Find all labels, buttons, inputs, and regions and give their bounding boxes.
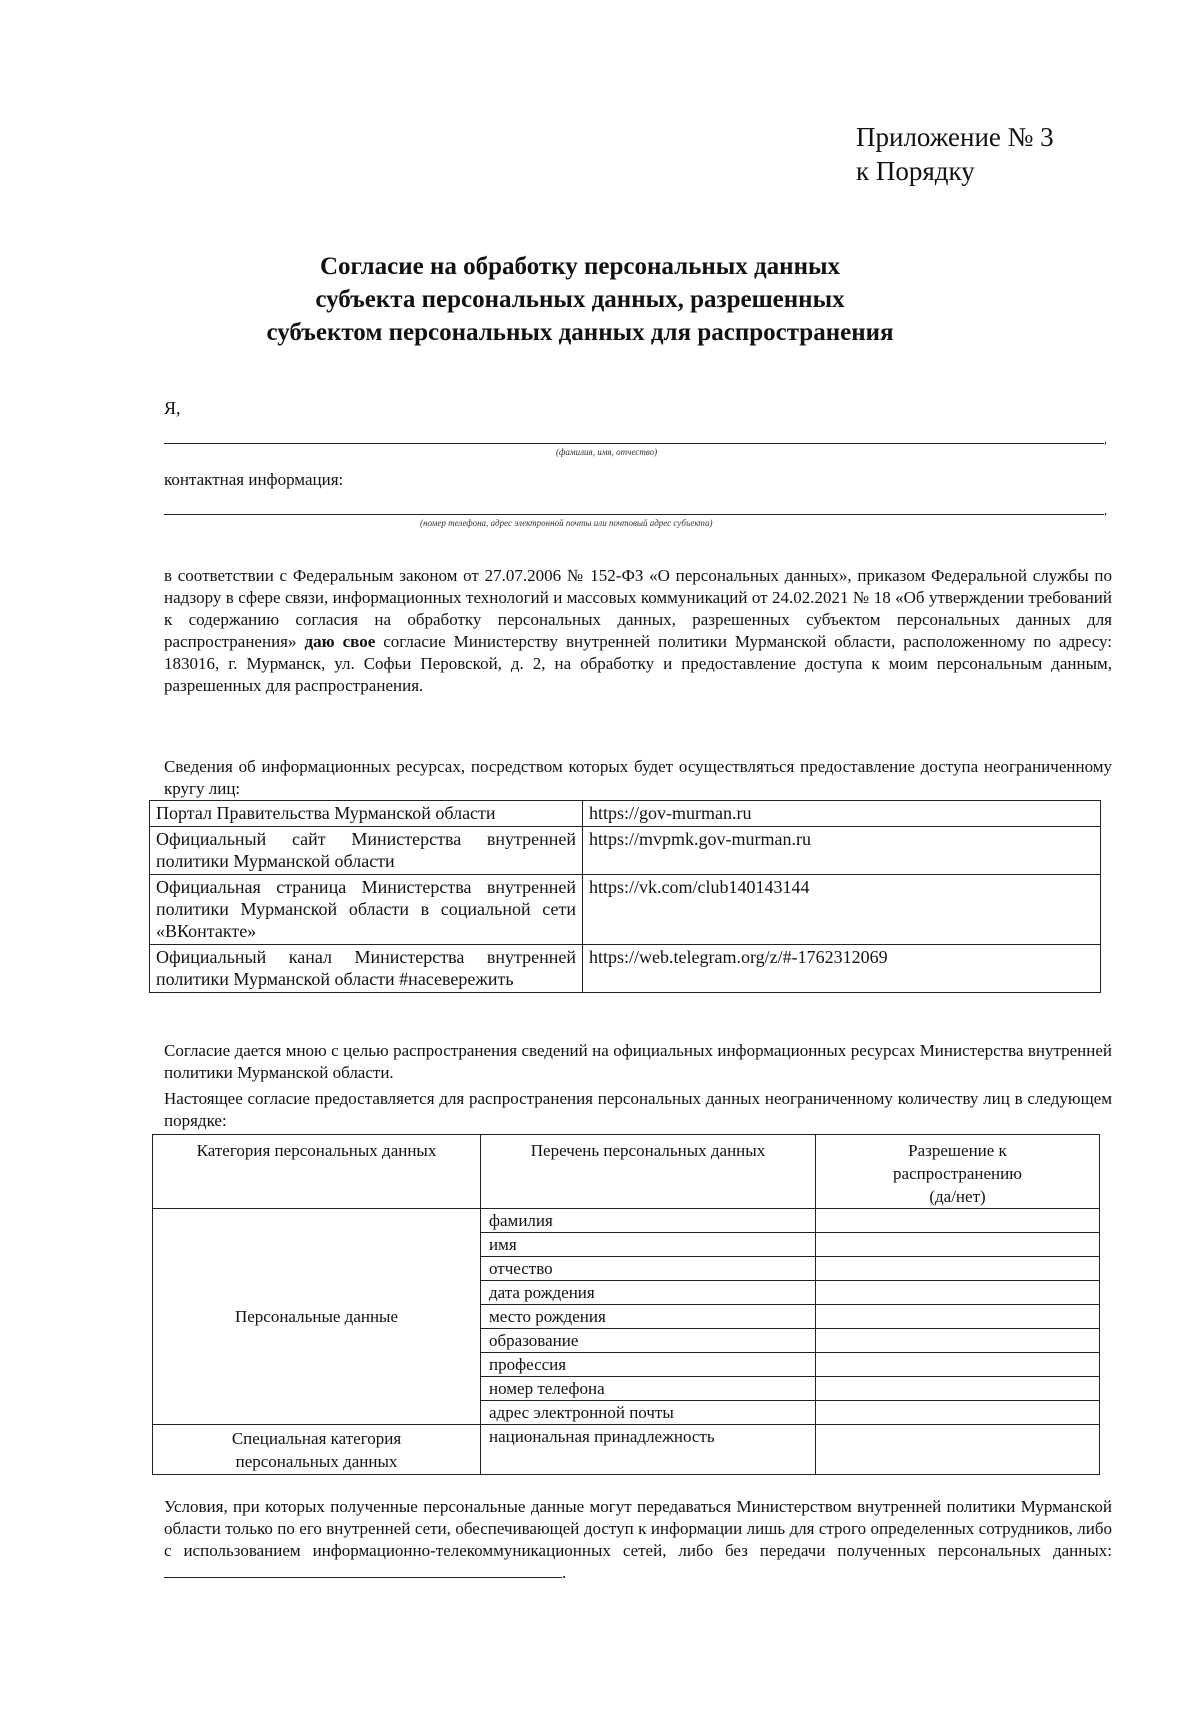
header-permission-line-1: Разрешение к: [908, 1141, 1007, 1160]
permission-cell[interactable]: [816, 1281, 1100, 1305]
resources-table: [149, 800, 1101, 993]
permission-cell[interactable]: [816, 1305, 1100, 1329]
title-line-1: Согласие на обработку персональных данных: [319, 253, 840, 280]
table-row: [150, 801, 1101, 827]
special-category-line-2: персональных данных: [235, 1451, 398, 1471]
fio-comma: ,: [1104, 432, 1107, 446]
resource-url[interactable]: https://web.telegram.org/z/#-1762312069: [583, 945, 1101, 993]
conditions-input-line[interactable]: [164, 1563, 562, 1578]
permission-cell[interactable]: [816, 1233, 1100, 1257]
resource-name: Официальный сайт Министерства внутренней политики Мурманской области: [150, 827, 583, 875]
personal-data-category: Персональные данные: [153, 1209, 481, 1425]
header-permission-line-3: (да/нет): [929, 1187, 986, 1206]
resource-name: Официальный канал Министерства внутренней политики Мурманской области #насевережить: [150, 945, 583, 993]
table-row: [150, 945, 1101, 993]
data-item: адрес электронной почты: [481, 1401, 816, 1425]
conditions-paragraph: [164, 1496, 1112, 1584]
categories-table: [152, 1134, 1100, 1475]
resource-name: Портал Правительства Мурманской области: [150, 801, 583, 827]
resource-url[interactable]: https://vk.com/club140143144: [583, 875, 1101, 945]
header-permission: [816, 1135, 1100, 1209]
permission-cell[interactable]: [816, 1329, 1100, 1353]
purpose-paragraph: Согласие дается мною с целью распространения сведений на официальных информационных ресурсах Министерства внутренней политики Мурманской области.: [164, 1041, 1112, 1082]
order-paragraph: Настоящее согласие предоставляется для распространения персональных данных неограниченному количеству лиц в следующем порядке:: [164, 1089, 1112, 1130]
ya-label: Я,: [164, 398, 181, 418]
title-line-2: субъекта персональных данных, разрешенных: [315, 286, 845, 313]
permission-cell[interactable]: [816, 1377, 1100, 1401]
conditions-text: Условия, при которых полученные персональные данные могут передаваться Министерством внутренней политики Мурманской области только по его внутренней сети, обеспечивающей доступ к информации лишь для строго определенных сотрудников, либо с использованием информационно-телекоммуникационных сетей, либо без передачи полученных персональных данных:: [164, 1497, 1112, 1560]
conditions-end: .: [562, 1563, 567, 1582]
contact-caption: (номер телефона, адрес электронной почты или почтовый адрес субъекта): [420, 518, 713, 528]
data-item: национальная принадлежность: [481, 1425, 816, 1475]
fio-caption: (фамилия, имя, отчество): [556, 447, 658, 457]
data-item: отчество: [481, 1257, 816, 1281]
data-item: имя: [481, 1233, 816, 1257]
data-item: дата рождения: [481, 1281, 816, 1305]
resource-url[interactable]: https://mvpmk.gov-murman.ru: [583, 827, 1101, 875]
title-line-3: субъектом персональных данных для распространения: [266, 319, 894, 346]
appendix-reference: к Порядку: [856, 156, 975, 186]
resource-url[interactable]: https://gov-murman.ru: [583, 801, 1101, 827]
consent-text-part2: согласие Министерству внутренней политики Мурманской области, расположенному по адресу: 183016, г. Мурманск, ул. Софьи Перовской, д. 2, на обработку и предоставление доступа к моим персональным данным, разрешенных для распространения.: [164, 632, 1113, 695]
consent-text-part1: в соответствии с Федеральным законом от 27.07.2006 № 152-ФЗ «О персональных данных», приказом Федеральной службы по надзору в сфере связи, информационных технологий и массовых коммуникаций от 24.02.2021 № 18 «Об утверждении требований к содержанию согласия на обработку персональных данных, разрешенных субъектом персональных данных для распространения»: [164, 566, 1112, 651]
table-row: [150, 827, 1101, 875]
data-item: профессия: [481, 1353, 816, 1377]
permission-cell[interactable]: [816, 1257, 1100, 1281]
data-item: образование: [481, 1329, 816, 1353]
resource-name: Официальная страница Министерства внутренней политики Мурманской области в социальной сети «ВКонтакте»: [150, 875, 583, 945]
consent-bold-text: даю свое: [304, 632, 376, 651]
appendix-number: Приложение № 3: [856, 122, 1054, 152]
special-category-line-1: Специальная категория: [231, 1428, 402, 1448]
special-data-category: [153, 1425, 481, 1475]
table-row: [150, 875, 1101, 945]
table-row: [153, 1425, 1100, 1475]
contact-comma: ,: [1104, 503, 1107, 517]
permission-cell[interactable]: [816, 1425, 1100, 1475]
permission-cell[interactable]: [816, 1353, 1100, 1377]
contact-input-line[interactable]: [164, 514, 1104, 515]
header-list: Перечень персональных данных: [481, 1135, 816, 1209]
consent-paragraph: [164, 565, 1112, 697]
table-row: [153, 1209, 1100, 1233]
resources-intro: Сведения об информационных ресурсах, посредством которых будет осуществляться предоставление доступа неограниченному кругу лиц:: [164, 757, 1112, 798]
permission-cell[interactable]: [816, 1209, 1100, 1233]
fio-input-line[interactable]: [164, 443, 1104, 444]
header-permission-line-2: распространению: [893, 1164, 1022, 1183]
data-item: номер телефона: [481, 1377, 816, 1401]
data-item: фамилия: [481, 1209, 816, 1233]
document-title: [200, 250, 960, 349]
data-item: место рождения: [481, 1305, 816, 1329]
header-category: Категория персональных данных: [153, 1135, 481, 1209]
permission-cell[interactable]: [816, 1401, 1100, 1425]
contact-label: контактная информация:: [164, 470, 344, 489]
appendix-header: [856, 120, 1054, 188]
table-header-row: [153, 1135, 1100, 1209]
